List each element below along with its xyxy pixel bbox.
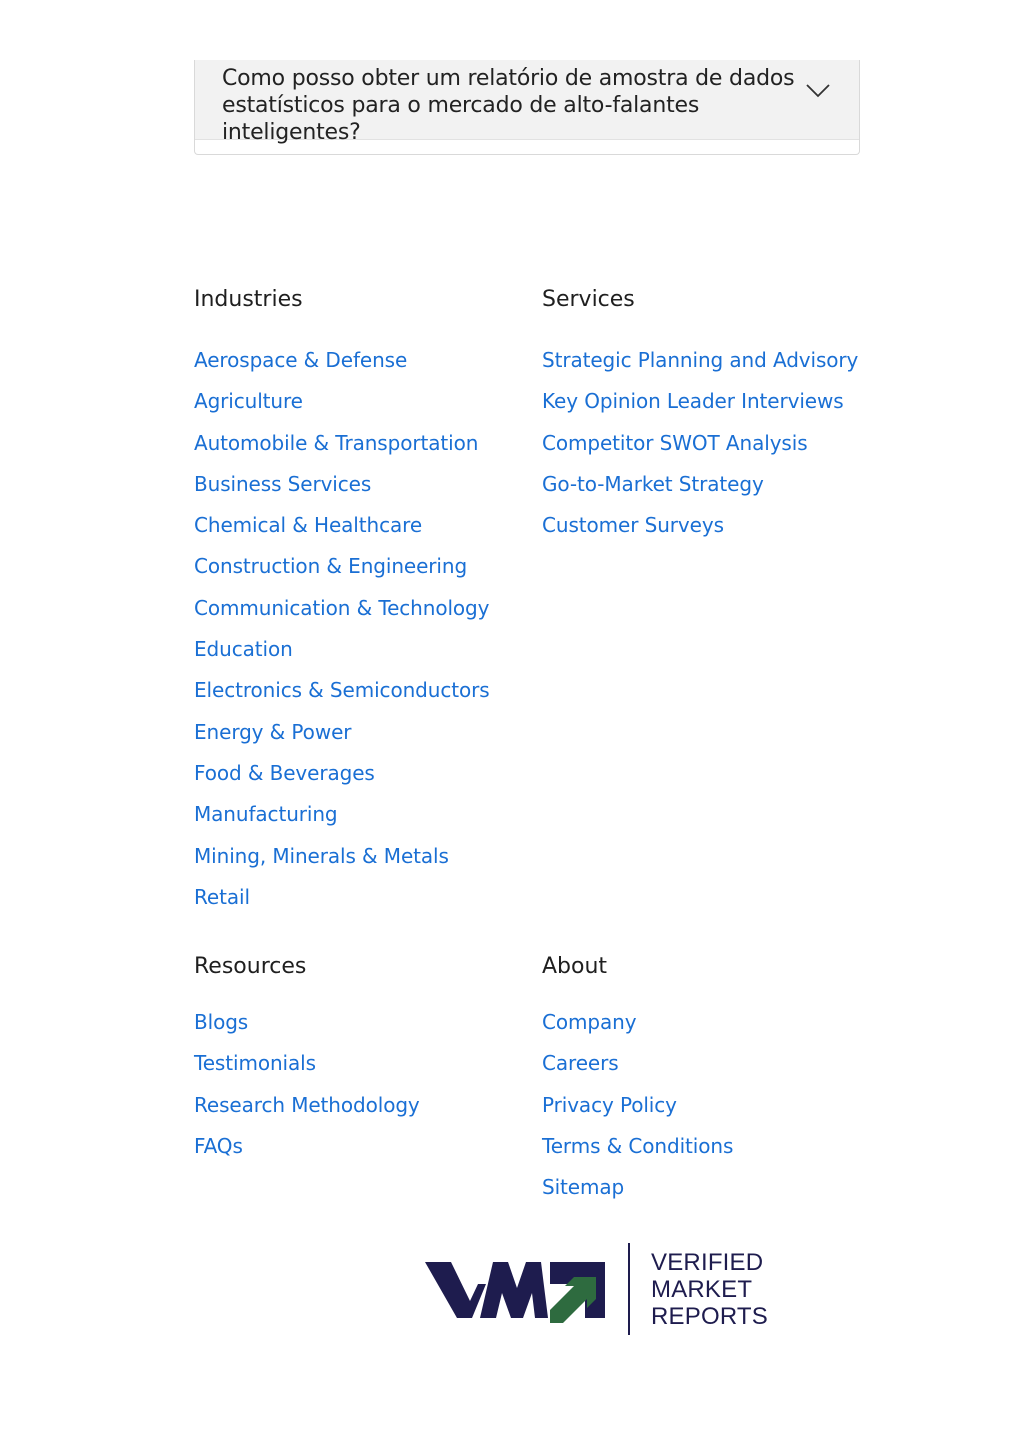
- list-item: [194, 676, 490, 717]
- list-item: [194, 759, 490, 800]
- list-item: [542, 1173, 733, 1214]
- industry-link-retail[interactable]: Retail: [194, 884, 250, 909]
- resource-link-research-methodology[interactable]: Research Methodology: [194, 1092, 420, 1117]
- service-link-swot[interactable]: Competitor SWOT Analysis: [542, 430, 808, 455]
- list-item: [194, 429, 490, 470]
- service-link-kol-interviews[interactable]: Key Opinion Leader Interviews: [542, 389, 844, 414]
- about-link-terms[interactable]: Terms & Conditions: [542, 1133, 734, 1158]
- list-item: [194, 387, 490, 428]
- faq-question-text: Como posso obter um relatório de amostra de dados estatísticos para o mercado de alto-falantes inteligentes?: [222, 66, 795, 145]
- list-item: [542, 387, 858, 428]
- list-item: [542, 346, 858, 387]
- list-item: [542, 1008, 733, 1049]
- resource-link-blogs[interactable]: Blogs: [194, 1010, 249, 1034]
- logo-divider: [628, 1243, 630, 1335]
- services-heading: Services: [542, 287, 635, 312]
- industry-link-manufacturing[interactable]: Manufacturing: [194, 802, 338, 827]
- list-item: [542, 470, 858, 511]
- industry-link-energy[interactable]: Energy & Power: [194, 719, 352, 744]
- industry-link-automobile[interactable]: Automobile & Transportation: [194, 430, 479, 455]
- logo-text-line: REPORTS: [651, 1303, 768, 1330]
- industry-link-agriculture[interactable]: Agriculture: [194, 389, 303, 414]
- chevron-down-icon: [805, 80, 831, 100]
- about-link-careers[interactable]: Careers: [542, 1051, 619, 1076]
- list-item: [194, 842, 490, 883]
- list-item: [542, 1091, 733, 1132]
- service-link-go-to-market[interactable]: Go-to-Market Strategy: [542, 471, 764, 496]
- about-link-company[interactable]: Company: [542, 1010, 637, 1034]
- list-item: [194, 1132, 420, 1173]
- service-link-customer-surveys[interactable]: Customer Surveys: [542, 513, 724, 538]
- list-item: [194, 718, 490, 759]
- industries-heading: Industries: [194, 287, 303, 312]
- logo-text-line: MARKET: [651, 1276, 753, 1303]
- resources-links: [194, 1008, 420, 1173]
- resource-link-faqs[interactable]: FAQs: [194, 1133, 243, 1158]
- service-link-strategic-planning[interactable]: Strategic Planning and Advisory: [542, 348, 859, 372]
- list-item: [194, 552, 490, 593]
- about-heading: About: [542, 954, 608, 979]
- about-links: [542, 1008, 733, 1214]
- list-item: [194, 594, 490, 635]
- list-item: [194, 346, 490, 387]
- industry-link-aerospace[interactable]: Aerospace & Defense: [194, 348, 408, 372]
- resource-link-testimonials[interactable]: Testimonials: [194, 1051, 316, 1076]
- list-item: [542, 511, 858, 552]
- logo-wordmark: [651, 1249, 768, 1330]
- industry-link-construction[interactable]: Construction & Engineering: [194, 554, 468, 579]
- list-item: [542, 429, 858, 470]
- list-item: [194, 1008, 420, 1049]
- list-item: [542, 1132, 733, 1173]
- industries-links: [194, 346, 490, 924]
- resources-heading: Resources: [194, 954, 307, 979]
- about-link-privacy-policy[interactable]: Privacy Policy: [542, 1092, 677, 1117]
- list-item: [194, 511, 490, 552]
- industry-link-chemical[interactable]: Chemical & Healthcare: [194, 513, 423, 538]
- vmr-logo-mark: [424, 1243, 608, 1338]
- services-links: [542, 346, 858, 552]
- faq-item: [194, 60, 860, 155]
- industry-link-food[interactable]: Food & Beverages: [194, 760, 375, 785]
- list-item: [194, 883, 490, 924]
- list-item: [542, 1049, 733, 1090]
- about-link-sitemap[interactable]: Sitemap: [542, 1175, 625, 1200]
- list-item: [194, 1049, 420, 1090]
- list-item: [194, 1091, 420, 1132]
- list-item: [194, 635, 490, 676]
- list-item: [194, 470, 490, 511]
- list-item: [194, 800, 490, 841]
- vmr-logo[interactable]: [424, 1243, 768, 1338]
- industry-link-business-services[interactable]: Business Services: [194, 471, 372, 496]
- industry-link-education[interactable]: Education: [194, 637, 293, 662]
- logo-text-line: VERIFIED: [651, 1249, 764, 1276]
- industry-link-mining[interactable]: Mining, Minerals & Metals: [194, 843, 449, 868]
- industry-link-electronics[interactable]: Electronics & Semiconductors: [194, 678, 490, 703]
- industry-link-communication[interactable]: Communication & Technology: [194, 595, 490, 620]
- faq-question-toggle[interactable]: [195, 60, 859, 145]
